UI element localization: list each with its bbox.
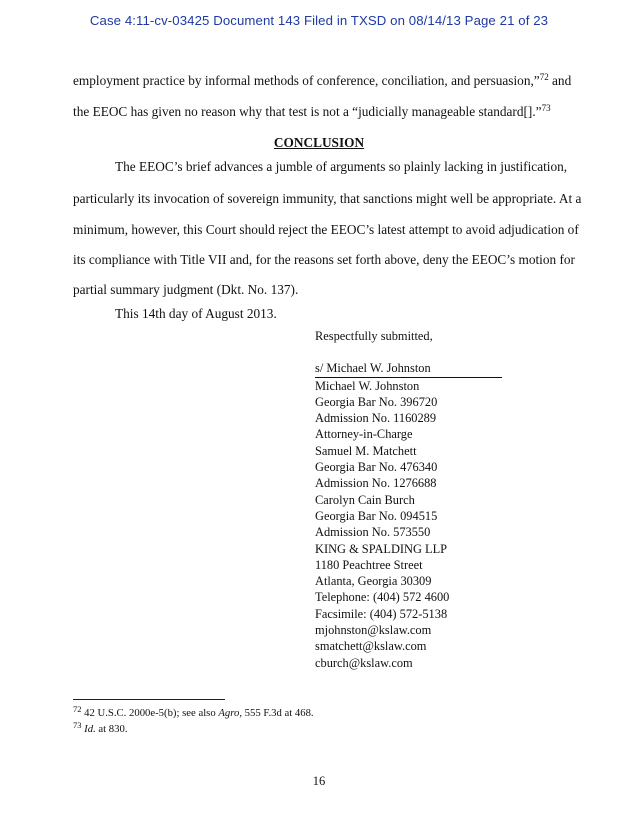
case-header: Case 4:11-cv-03425 Document 143 Filed in TXSD on 08/14/13 Page 21 of 23: [89, 13, 549, 28]
body-line: partial summary judgment (Dkt. No. 137).: [73, 282, 299, 297]
footnote-number: 73: [73, 720, 82, 730]
sig-line-text: Georgia Bar No. 094515: [315, 508, 438, 523]
footnote-text: 42 U.S.C. 2000e-5(b); see also: [81, 707, 219, 719]
body-line: particularly its invocation of sovereign immunity, that sanctions might well be appropriate. At a: [73, 191, 582, 206]
sig-line-text: Admission No. 1160289: [315, 411, 437, 426]
sig-line-text: Michael W. Johnston: [315, 378, 420, 393]
sig-email: mjohnston@kslaw.com: [315, 623, 432, 638]
footnote-text: , 555 F.3d at 468.: [239, 707, 314, 719]
date-line: This 14th day of August 2013.: [115, 306, 277, 321]
sig-email: cburch@kslaw.com: [315, 655, 413, 670]
footnote-divider: [73, 699, 225, 700]
sig-line-text: Telephone: (404) 572 4600: [315, 590, 450, 605]
text-run: employment practice by informal methods of conference, conciliation, and persuasion,”: [73, 73, 540, 88]
body-line: The EEOC’s brief advances a jumble of arguments so plainly lacking in justification,: [115, 159, 568, 174]
signature-line: s/ Michael W. Johnston: [315, 360, 502, 377]
sig-line-text: Samuel M. Matchett: [315, 443, 417, 458]
footnote-ref-72: 72: [539, 72, 549, 82]
sig-line-text: Atlanta, Georgia 30309: [315, 574, 432, 589]
body-line: [73, 104, 565, 120]
footnote-number: 72: [73, 704, 82, 714]
body-line: [73, 72, 572, 89]
footnote-72: [73, 704, 314, 719]
closing: Respectfully submitted,: [315, 329, 433, 343]
signature-block: [315, 328, 502, 671]
sig-line-text: Facsimile: (404) 572-5138: [315, 606, 448, 621]
footnote-text: at 830.: [95, 723, 128, 735]
sig-line-text: Carolyn Cain Burch: [315, 492, 415, 507]
sig-email: smatchett@kslaw.com: [315, 639, 427, 654]
footnote-73: [73, 720, 128, 735]
sig-line-text: Georgia Bar No. 476340: [315, 460, 438, 475]
section-heading: CONCLUSION: [273, 135, 365, 150]
text-run: the EEOC has given no reason why that test is not a “judicially manageable standard[].”: [73, 104, 542, 119]
sig-line-text: Georgia Bar No. 396720: [315, 394, 438, 409]
sig-line-text: Admission No. 573550: [315, 525, 431, 540]
footnote-italic: Agro: [218, 707, 240, 719]
text-run: and: [548, 73, 572, 88]
footnote-italic: Id.: [84, 723, 96, 735]
sig-line-text: 1180 Peachtree Street: [315, 557, 423, 572]
sig-line-text: Admission No. 1276688: [315, 476, 437, 491]
sig-line-text: Attorney-in-Charge: [315, 427, 413, 442]
footnote-ref-73: 73: [541, 103, 551, 113]
sig-line-text: KING & SPALDING LLP: [315, 541, 448, 556]
body-line: minimum, however, this Court should reject the EEOC’s latest attempt to avoid adjudication of: [73, 222, 579, 237]
body-line: its compliance with Title VII and, for the reasons set forth above, deny the EEOC’s motion for: [73, 252, 575, 267]
page-number: 16: [312, 774, 326, 788]
